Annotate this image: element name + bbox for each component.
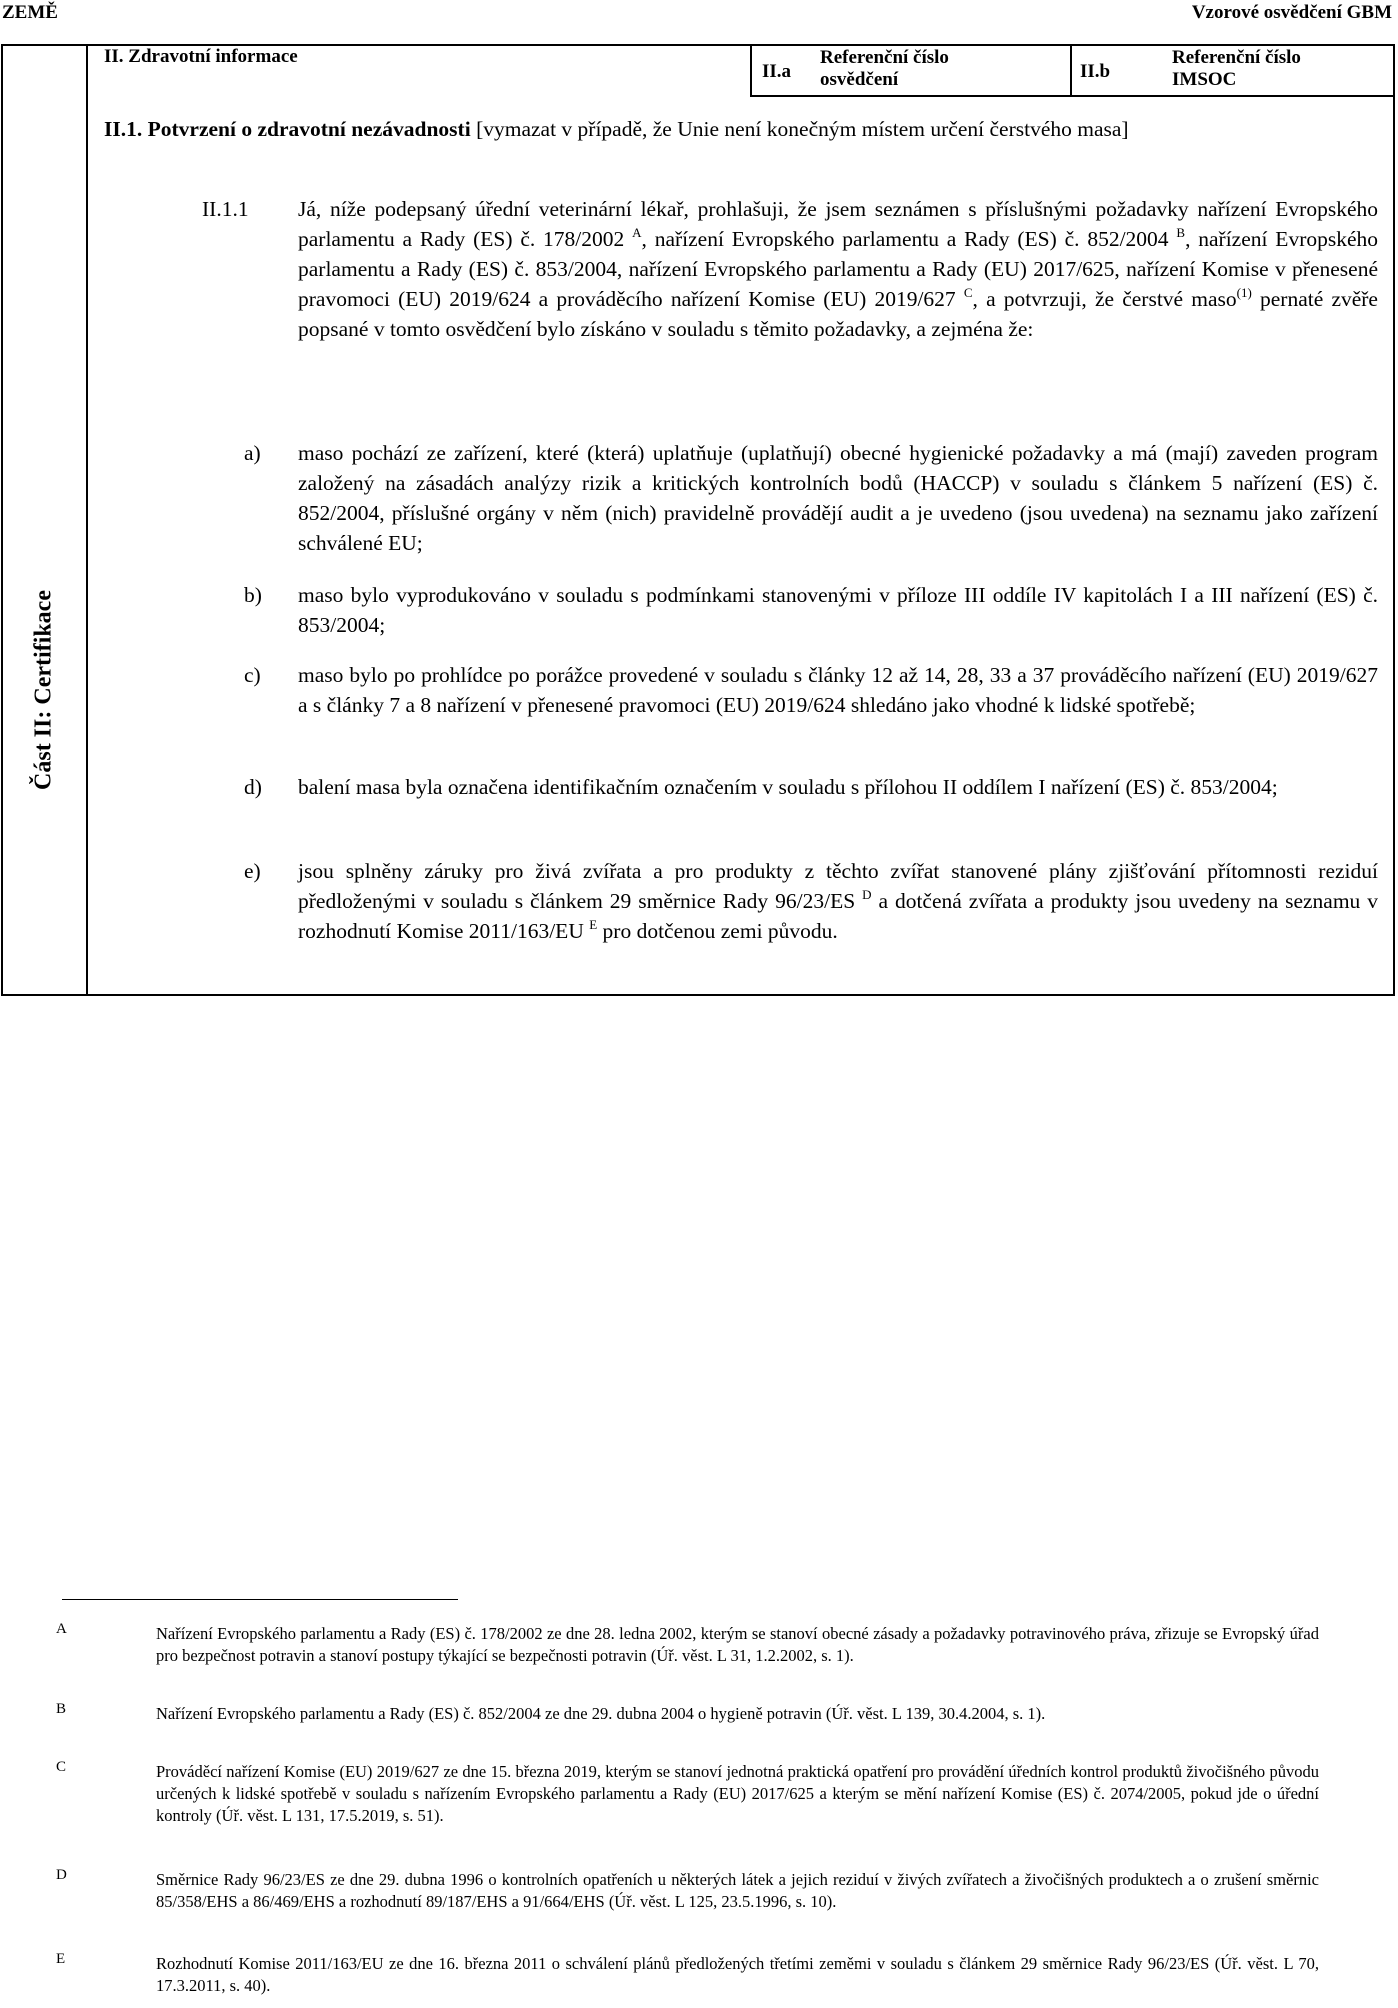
ref-a-label: II.a bbox=[762, 61, 792, 82]
country-label: ZEMĚ bbox=[2, 2, 58, 23]
item-label-e: e) bbox=[244, 859, 261, 883]
footnote-marker-b: B bbox=[56, 1701, 67, 1717]
certificate-model-title: Vzorové osvědčení GBM bbox=[1191, 2, 1392, 23]
item-text-b: maso bylo vyprodukováno v souladu s podmínkami stanovenými v příloze III oddíle IV kapitolách I a III nařízení (ES) č. 853/2004; bbox=[298, 583, 1378, 637]
item-label-a: a) bbox=[244, 441, 261, 465]
footnote-marker-c: C bbox=[56, 1759, 67, 1775]
clause-text: Já, níže podepsaný úřední veterinární lékař, prohlašuji, že jsem seznámen s příslušnými požadavky nařízení Evropského parlamentu a Rady (ES) č. 178/2002 $^A$, nařízení Evropského parlamentu a Rady (ES) č. 852/2004 $^B$, nařízení Evropského parlamentu a Rady (ES) č. 853/2004, nařízení Evropského parlamentu a Rady (EU) 2017/625, nařízení Komise v přenesené pravomoci (EU) 2019/624 a prováděcího nařízení Komise (EU) 2019/627 $^C$, a potvrzuji, že čerstvé maso$^{(1)}$ pernaté zvěře popsané v tomto osvědčení bylo získáno v souladu s těmito požadavky, a zejména že: bbox=[298, 197, 1379, 341]
section-title-bold: II.1. Potvrzení o zdravotní nezávadnosti bbox=[104, 117, 471, 141]
section-title-rest: [vymazat v případě, že Unie není konečným místem určení čerstvého masa] bbox=[470, 117, 1129, 141]
item-label-d: d) bbox=[244, 775, 262, 799]
section-title bbox=[104, 114, 1380, 144]
item-text-c: maso bylo po prohlídce po porážce provedené v souladu s články 12 až 14, 28, 33 a 37 prováděcího nařízení (EU) 2019/627 a s články 7 a 8 nařízení v přenesené pravomoci (EU) 2019/624 shledáno jako vhodné k lidské spotřebě; bbox=[298, 663, 1378, 717]
item-label-c: c) bbox=[244, 663, 261, 687]
footnote-marker-d: D bbox=[56, 1867, 67, 1883]
item-label-b: b) bbox=[244, 583, 262, 607]
footnote-c: Prováděcí nařízení Komise (EU) 2019/627 ze dne 15. března 2019, kterým se stanoví jednotná praktická opatření pro provádění úředních kontrol produktů živočišného původu určených k lidské spotřebě v souladu s nařízením Evropského parlamentu a Rady (EU) 2017/625 a kterým se mění nařízení Komise (ES) č. 2074/2005, pokud jde o úřední kontroly (Úř. věst. L 131, 17.5.2019, s. 51). bbox=[156, 1762, 1319, 1825]
side-column-divider bbox=[86, 44, 88, 996]
footnote-separator bbox=[62, 1599, 458, 1600]
side-label: Část II: Certifikace bbox=[30, 590, 57, 790]
footnote-marker-a: A bbox=[56, 1621, 67, 1637]
section-header-title: II. Zdravotní informace bbox=[104, 46, 298, 67]
footnote-d: Směrnice Rady 96/23/ES ze dne 29. dubna 1996 o kontrolních opatřeních u některých látek a jejich reziduí v živých zvířatech a živočišných produktech a o zrušení směrnic 85/358/EHS a 86/469/EHS a rozhodnutí 89/187/EHS a 91/664/EHS (Úř. věst. L 125, 23.5.1996, s. 10). bbox=[156, 1870, 1319, 1911]
clause-number: II.1.1 bbox=[202, 197, 249, 221]
item-text-d: balení masa byla označena identifikačním označením v souladu s přílohou II oddílem I nařízení (ES) č. 853/2004; bbox=[298, 775, 1278, 799]
item-text-a: maso pochází ze zařízení, které (která) uplatňuje (uplatňují) obecné hygienické požadavky a má (mají) zaveden program založený na zásadách analýzy rizik a kritických kontrolních bodů (HACCP) v souladu s článkem 5 nařízení (ES) č. 852/2004, příslušné orgány v něm (nich) pravidelně provádějí audit a je uvedeno (jsou uvedena) na seznamu jako zařízení schválené EU; bbox=[298, 441, 1378, 555]
ref-a-title: Referenční číslo osvědčení bbox=[820, 47, 949, 90]
footnote-marker-e: E bbox=[56, 1951, 66, 1967]
footnote-b: Nařízení Evropského parlamentu a Rady (ES) č. 852/2004 ze dne 29. dubna 2004 o hygieně potravin (Úř. věst. L 139, 30.4.2004, s. 1). bbox=[156, 1704, 1046, 1723]
footnote-e: Rozhodnutí Komise 2011/163/EU ze dne 16. března 2011 o schválení plánů předložených třetími zeměmi v souladu s článkem 29 směrnice Rady 96/23/ES (Úř. věst. L 70, 17.3.2011, s. 40). bbox=[156, 1954, 1319, 1995]
ref-b-label: II.b bbox=[1080, 61, 1111, 82]
item-text-e: jsou splněny záruky pro živá zvířata a pro produkty z těchto zvířat stanovené plány zjišťování přítomnosti reziduí předloženými v souladu s článkem 29 směrnice Rady 96/23/ES $^D$ a dotčená zvířata a produkty jsou uvedeny na seznamu v rozhodnutí Komise 2011/163/EU $^E$ pro dotčenou zemi původu. bbox=[298, 859, 1378, 943]
footnote-a: Nařízení Evropského parlamentu a Rady (ES) č. 178/2002 ze dne 28. ledna 2002, kterým se stanoví obecné zásady a požadavky potravinového práva, zřizuje se Evropský úřad pro bezpečnost potravin a stanoví postupy týkající se bezpečnosti potravin (Úř. věst. L 31, 1.2.2002, s. 1). bbox=[156, 1624, 1319, 1665]
ref-b-title: Referenční číslo IMSOC bbox=[1172, 47, 1301, 90]
